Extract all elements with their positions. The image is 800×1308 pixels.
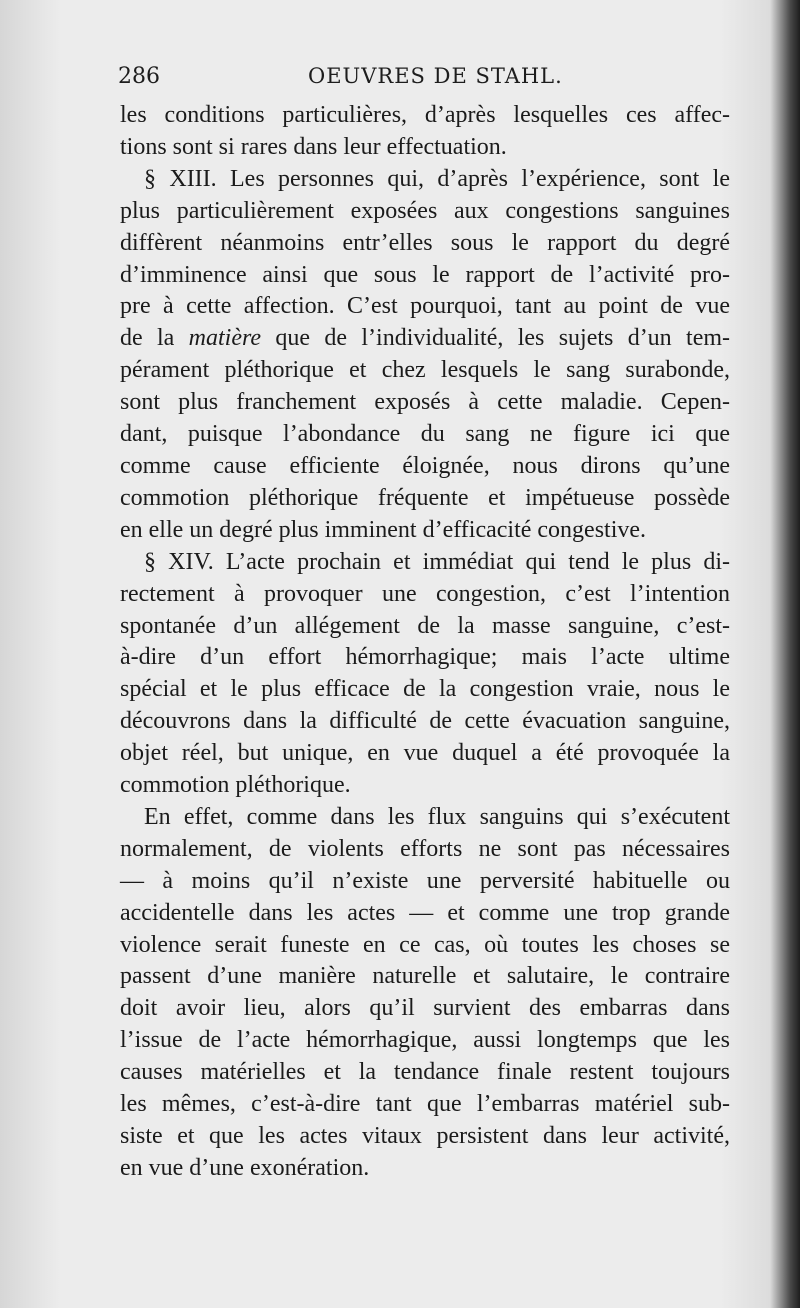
page-header (118, 60, 728, 92)
text-line: les mêmes, c’est-à-dire tant que l’embarras matériel sub- (120, 1091, 730, 1118)
text-line-with-italic (120, 323, 730, 355)
text-line: objet réel, but unique, en vue duquel a été provoquée la (120, 740, 730, 767)
text-line: d’imminence ainsi que sous le rapport de l’activité pro- (120, 261, 730, 288)
italic-word: matière (188, 325, 262, 352)
text-line: les conditions particulières, d’après lesquelles ces affec- (120, 102, 730, 128)
text-line: l’issue de l’acte hémorrhagique, aussi longtemps que les (120, 1027, 730, 1054)
text-line: en vue d’une exonération. (120, 1154, 370, 1181)
text-line: commotion pléthorique fréquente et impétueuse possède (120, 484, 730, 511)
text-line: normalement, de violents efforts ne sont pas nécessaires (120, 835, 730, 862)
body-text (120, 100, 730, 1185)
text-line: en elle un degré plus imminent d’efficacité congestive. (120, 516, 647, 543)
text-line: plus particulièrement exposées aux congestions sanguines (120, 197, 730, 224)
text-line: doit avoir lieu, alors qu’il survient des embarras dans (120, 995, 730, 1022)
text-line: pérament pléthorique et chez lesquels le sang surabonde, (120, 357, 730, 384)
text-line: accidentelle dans les actes — et comme une trop grande (120, 899, 730, 926)
text-line: § XIV. L’acte prochain et immédiat qui tend le plus di- (144, 548, 730, 575)
text-line: découvrons dans la difficulté de cette évacuation sanguine, (120, 708, 730, 735)
text-line: causes matérielles et la tendance finale restent toujours (120, 1059, 730, 1086)
text-line: siste et que les actes vitaux persistent dans leur activité, (120, 1123, 730, 1149)
text-line: — à moins qu’il n’existe une perversité habituelle ou (120, 867, 730, 894)
text-line: violence serait funeste en ce cas, où toutes les choses se (120, 931, 730, 958)
text-line: dant, puisque l’abondance du sang ne figure ici que (120, 421, 730, 448)
running-title: OEUVRES DE STAHL. (308, 64, 563, 88)
text-line: passent d’une manière naturelle et salutaire, le contraire (120, 963, 730, 990)
text-line: § XIII. Les personnes qui, d’après l’expérience, sont le (144, 165, 730, 192)
text-line: commotion pléthorique. (120, 772, 351, 799)
page-number: 286 (118, 64, 160, 89)
text-line: pre à cette affection. C’est pourquoi, tant au point de vue (120, 293, 730, 320)
text-run: de la (120, 325, 189, 352)
text-line: sont plus franchement exposés à cette maladie. Cepen- (120, 389, 730, 416)
text-run: que de l’individualité, les sujets d’un tem- (261, 325, 731, 352)
text-line: diffèrent néanmoins entr’elles sous le rapport du degré (120, 229, 730, 256)
text-line: spécial et le plus efficace de la congestion vraie, nous le (120, 676, 730, 703)
text-line: spontanée d’un allégement de la masse sanguine, c’est- (120, 612, 730, 639)
text-line: En effet, comme dans les flux sanguins qui s’exécutent (144, 803, 730, 830)
text-line: comme cause efficiente éloignée, nous dirons qu’une (120, 452, 730, 479)
text-line: rectement à provoquer une congestion, c’est l’intention (120, 580, 730, 607)
text-line: à-dire d’un effort hémorrhagique; mais l’acte ultime (120, 644, 730, 671)
text-line: tions sont si rares dans leur effectuation. (120, 133, 507, 160)
